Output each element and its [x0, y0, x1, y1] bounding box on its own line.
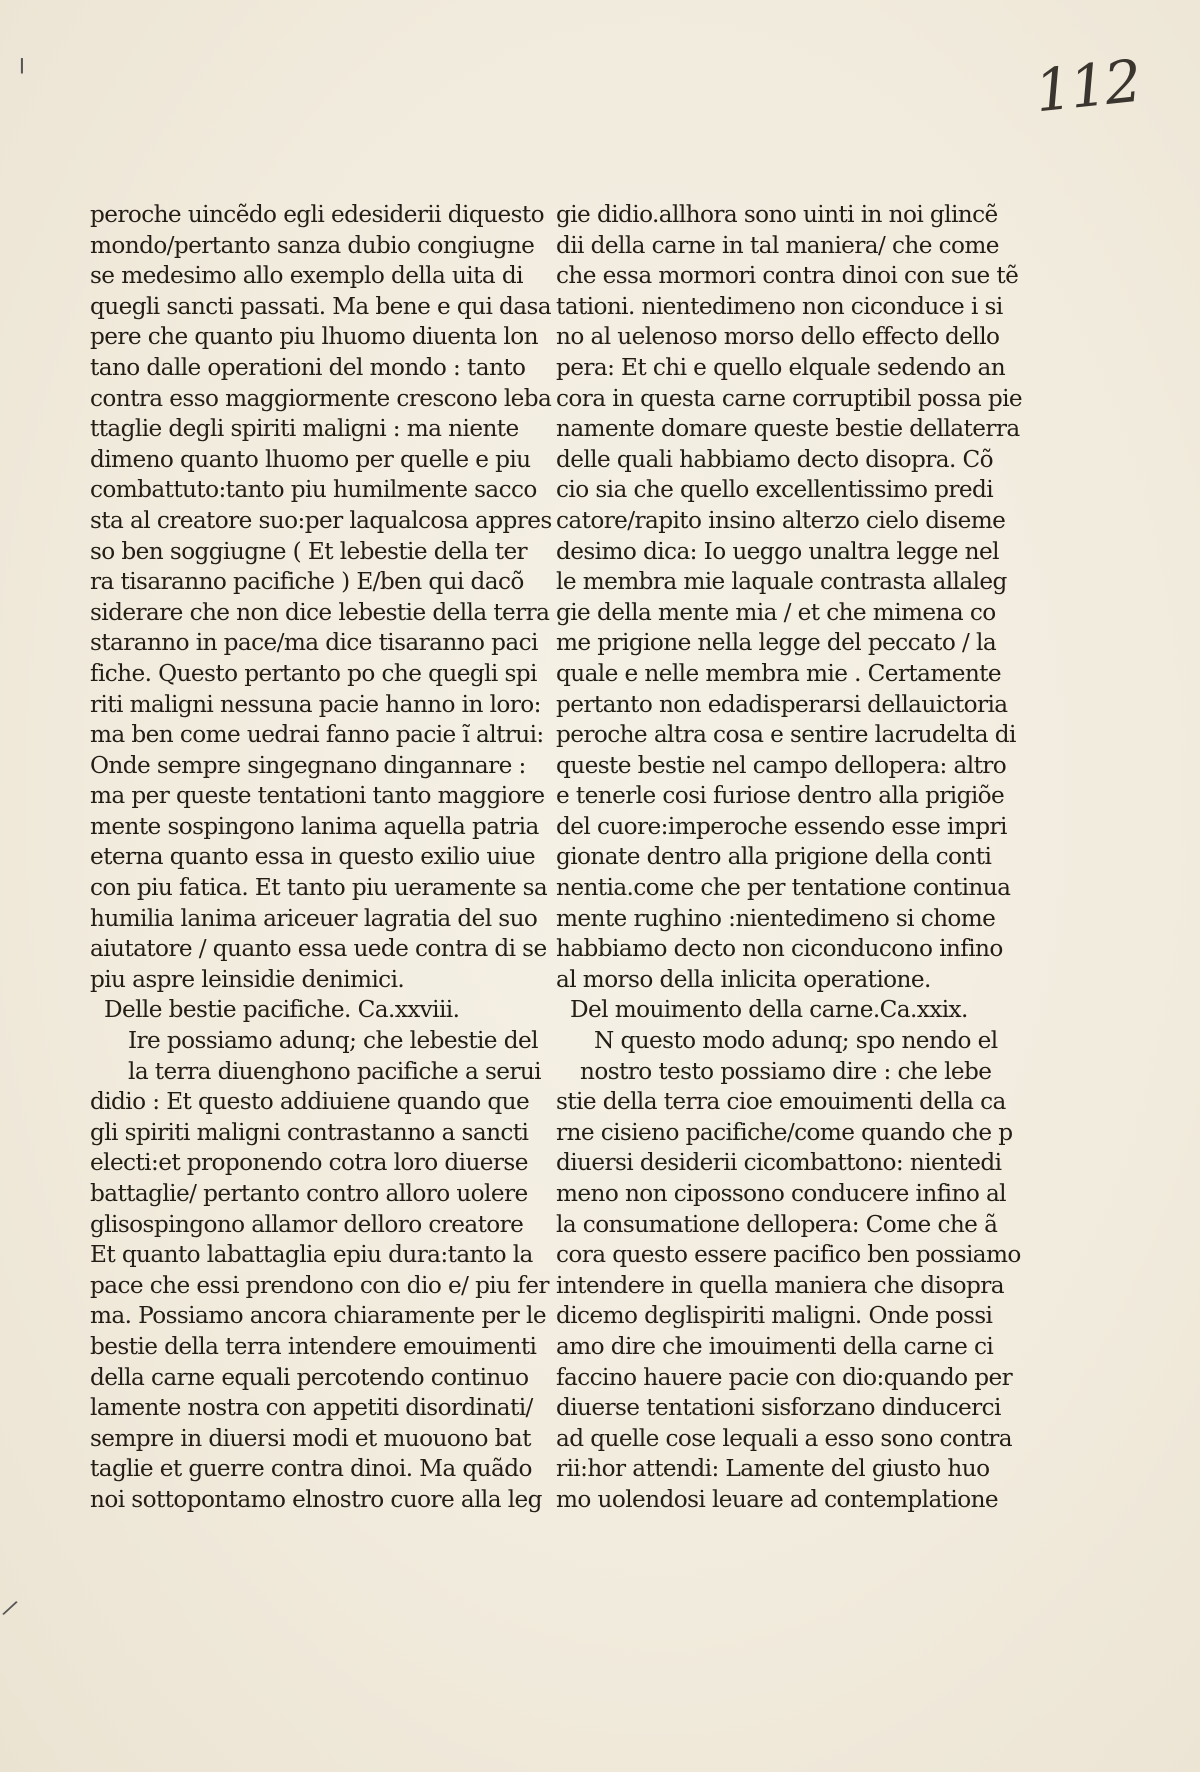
text-line: dii della carne in tal maniera/ che come [556, 231, 999, 259]
text-line: siderare che non dice lebestie della terra [90, 598, 550, 626]
folio-number: 112 [1032, 46, 1144, 126]
text-line: le membra mie laquale contrasta allaleg [556, 568, 1007, 596]
text-line: me prigione nella legge del peccato / la [556, 629, 997, 657]
text-line: rii:hor attendi: Lamente del giusto huo [556, 1455, 990, 1483]
text-line: glisospingono allamor delloro creatore [90, 1210, 524, 1238]
text-line: cora in questa carne corruptibil possa pie [556, 384, 1023, 412]
text-line: quegli sancti passati. Ma bene e qui dasa [90, 292, 552, 320]
text-line: del cuore:imperoche essendo esse impri [556, 812, 1007, 840]
text-line: nostro testo possiamo dire : che lebe [580, 1057, 992, 1085]
text-line: la consumatione dellopera: Come che ã [556, 1210, 998, 1238]
text-line: meno non cipossono conducere infino al [556, 1180, 1006, 1207]
margin-mark: / [0, 1595, 20, 1622]
text-line: quale e nelle membra mie . Certamente [556, 659, 1002, 687]
text-line: sempre in diuersi modi et muouono bat [90, 1424, 531, 1452]
text-line: della carne equali percotendo continuo [90, 1363, 529, 1391]
text-line: gie della mente mia / et che mimena co [556, 598, 996, 626]
text-line: namente domare queste bestie dellaterra [556, 415, 1020, 443]
text-line: Ire possiamo adunq; che lebestie del [128, 1027, 538, 1055]
text-line: desimo dica: Io ueggo unaltra legge nel [556, 537, 999, 565]
margin-mark: ╷ [14, 44, 30, 74]
text-line: catore/rapito insino alterzo cielo diseme [556, 506, 1006, 534]
text-line: dicemo deglispiriti maligni. Onde possi [556, 1302, 993, 1330]
text-line: lamente nostra con appetiti disordinati/ [90, 1394, 533, 1422]
text-line: intendere in quella maniera che disopra [556, 1271, 1004, 1299]
text-line: piu aspre leinsidie denimici. [90, 965, 405, 993]
text-line: electi:et proponendo cotra loro diuerse [90, 1149, 528, 1177]
text-line: pera: Et chi e quello elquale sedendo an [556, 353, 1006, 381]
text-line: noi sottopontamo elnostro cuore alla leg [90, 1485, 542, 1513]
text-line: Et quanto labattaglia epiu dura:tanto la [90, 1241, 533, 1269]
text-line: e tenerle cosi furiose dentro alla prigiõe [556, 782, 1005, 810]
text-line: ma. Possiamo ancora chiaramente per le [90, 1302, 546, 1330]
text-line: diuerse tentationi sisforzano dinducerci [556, 1394, 1001, 1422]
text-line: pere che quanto piu lhuomo diuenta lon [90, 323, 538, 351]
text-line: peroche uincẽdo egli edesiderii diquesto [90, 201, 544, 228]
text-line: staranno in pace/ma dice tisaranno paci [90, 629, 538, 657]
text-line: cio sia che quello excellentissimo predi [556, 476, 994, 504]
text-line: tano dalle operationi del mondo : tanto [90, 353, 526, 381]
text-line: taglie et guerre contra dinoi. Ma quãdo [90, 1455, 532, 1483]
text-line: rne cisieno pacifiche/come quando che p [556, 1118, 1013, 1146]
text-line: ma ben come uedrai fanno pacie ĩ altrui: [90, 721, 544, 749]
text-line: diuersi desiderii cicombattono: nientedi [556, 1149, 1002, 1177]
text-line: fiche. Questo pertanto po che quegli spi [90, 659, 537, 687]
text-line: faccino hauere pacie con dio:quando per [556, 1363, 1013, 1391]
text-line: ad quelle cose lequali a esso sono contra [556, 1424, 1013, 1452]
text-line: che essa mormori contra dinoi con sue tẽ [556, 262, 1019, 290]
text-line: peroche altra cosa e sentire lacrudelta di [556, 721, 1016, 749]
text-line: delle quali habbiamo decto disopra. Cõ [556, 445, 994, 473]
text-line: contra esso maggiormente crescono leba [90, 384, 552, 412]
text-line: combattuto:tanto piu humilmente sacco [90, 476, 537, 504]
text-line: dimeno quanto lhuomo per quelle e piu [90, 445, 531, 473]
text-line: mente rughino :nientedimeno si chome [556, 904, 996, 932]
text-line: habbiamo decto non ciconducono infino [556, 935, 1003, 963]
text-line: so ben soggiugne ( Et lebestie della ter [90, 537, 528, 565]
text-line: no al uelenoso morso dello effecto dello [556, 323, 1000, 351]
left-text-column [90, 200, 560, 1516]
text-line: queste bestie nel campo dellopera: altro [556, 751, 1007, 779]
text-line: bestie della terra intendere emouimenti [90, 1332, 537, 1360]
text-line: didio : Et questo addiuiene quando que [90, 1088, 530, 1116]
text-line: aiutatore / quanto essa uede contra di se [90, 935, 547, 963]
text-line: mente sospingono lanima aquella patria [90, 812, 539, 840]
text-line: tationi. nientedimeno non ciconduce i si [556, 292, 1003, 320]
text-line: con piu fatica. Et tanto piu ueramente sa [90, 874, 548, 902]
text-line: gie didio.allhora sono uinti in noi glincẽ [556, 201, 998, 228]
text-line: ra tisaranno pacifiche ) E/ben qui dacõ [90, 568, 524, 596]
text-line: amo dire che imouimenti della carne ci [556, 1332, 994, 1360]
text-line: riti maligni nessuna pacie hanno in loro: [90, 690, 541, 718]
text-line: pertanto non edadisperarsi dellauictoria [556, 690, 1008, 718]
text-line: sta al creatore suo:per laqualcosa appres [90, 506, 552, 534]
text-line: cora questo essere pacifico ben possiamo [556, 1241, 1021, 1269]
chapter-heading: Del mouimento della carne.Ca.xxix. [570, 996, 968, 1024]
text-line: stie della terra cioe emouimenti della ca [556, 1088, 1006, 1116]
text-line: la terra diuenghono pacifiche a serui [128, 1057, 541, 1085]
text-line: pace che essi prendono con dio e/ piu fer [90, 1271, 549, 1299]
text-line: N questo modo adunq; spo nendo el [594, 1027, 998, 1055]
text-line: eterna quanto essa in questo exilio uiue [90, 843, 536, 871]
chapter-heading: Delle bestie pacifiche. Ca.xxviii. [104, 996, 460, 1024]
text-line: ttaglie degli spiriti maligni : ma niente [90, 415, 519, 443]
right-text-column [556, 200, 1036, 1516]
text-line: humilia lanima ariceuer lagratia del suo [90, 904, 538, 932]
text-line: battaglie/ pertanto contro alloro uolere [90, 1180, 528, 1207]
text-line: gli spiriti maligni contrastanno a sancti [90, 1118, 529, 1146]
text-line: gionate dentro alla prigione della conti [556, 843, 992, 871]
text-line: nentia.come che per tentatione continua [556, 874, 1011, 902]
text-line: mo uolendosi leuare ad contemplatione [556, 1485, 999, 1513]
text-line: al morso della inlicita operatione. [556, 965, 931, 993]
text-line: se medesimo allo exemplo della uita di [90, 262, 523, 290]
text-line: Onde sempre singegnano dingannare : [90, 751, 526, 779]
text-line: mondo/pertanto sanza dubio congiugne [90, 231, 535, 259]
text-line: ma per queste tentationi tanto maggiore [90, 782, 545, 810]
